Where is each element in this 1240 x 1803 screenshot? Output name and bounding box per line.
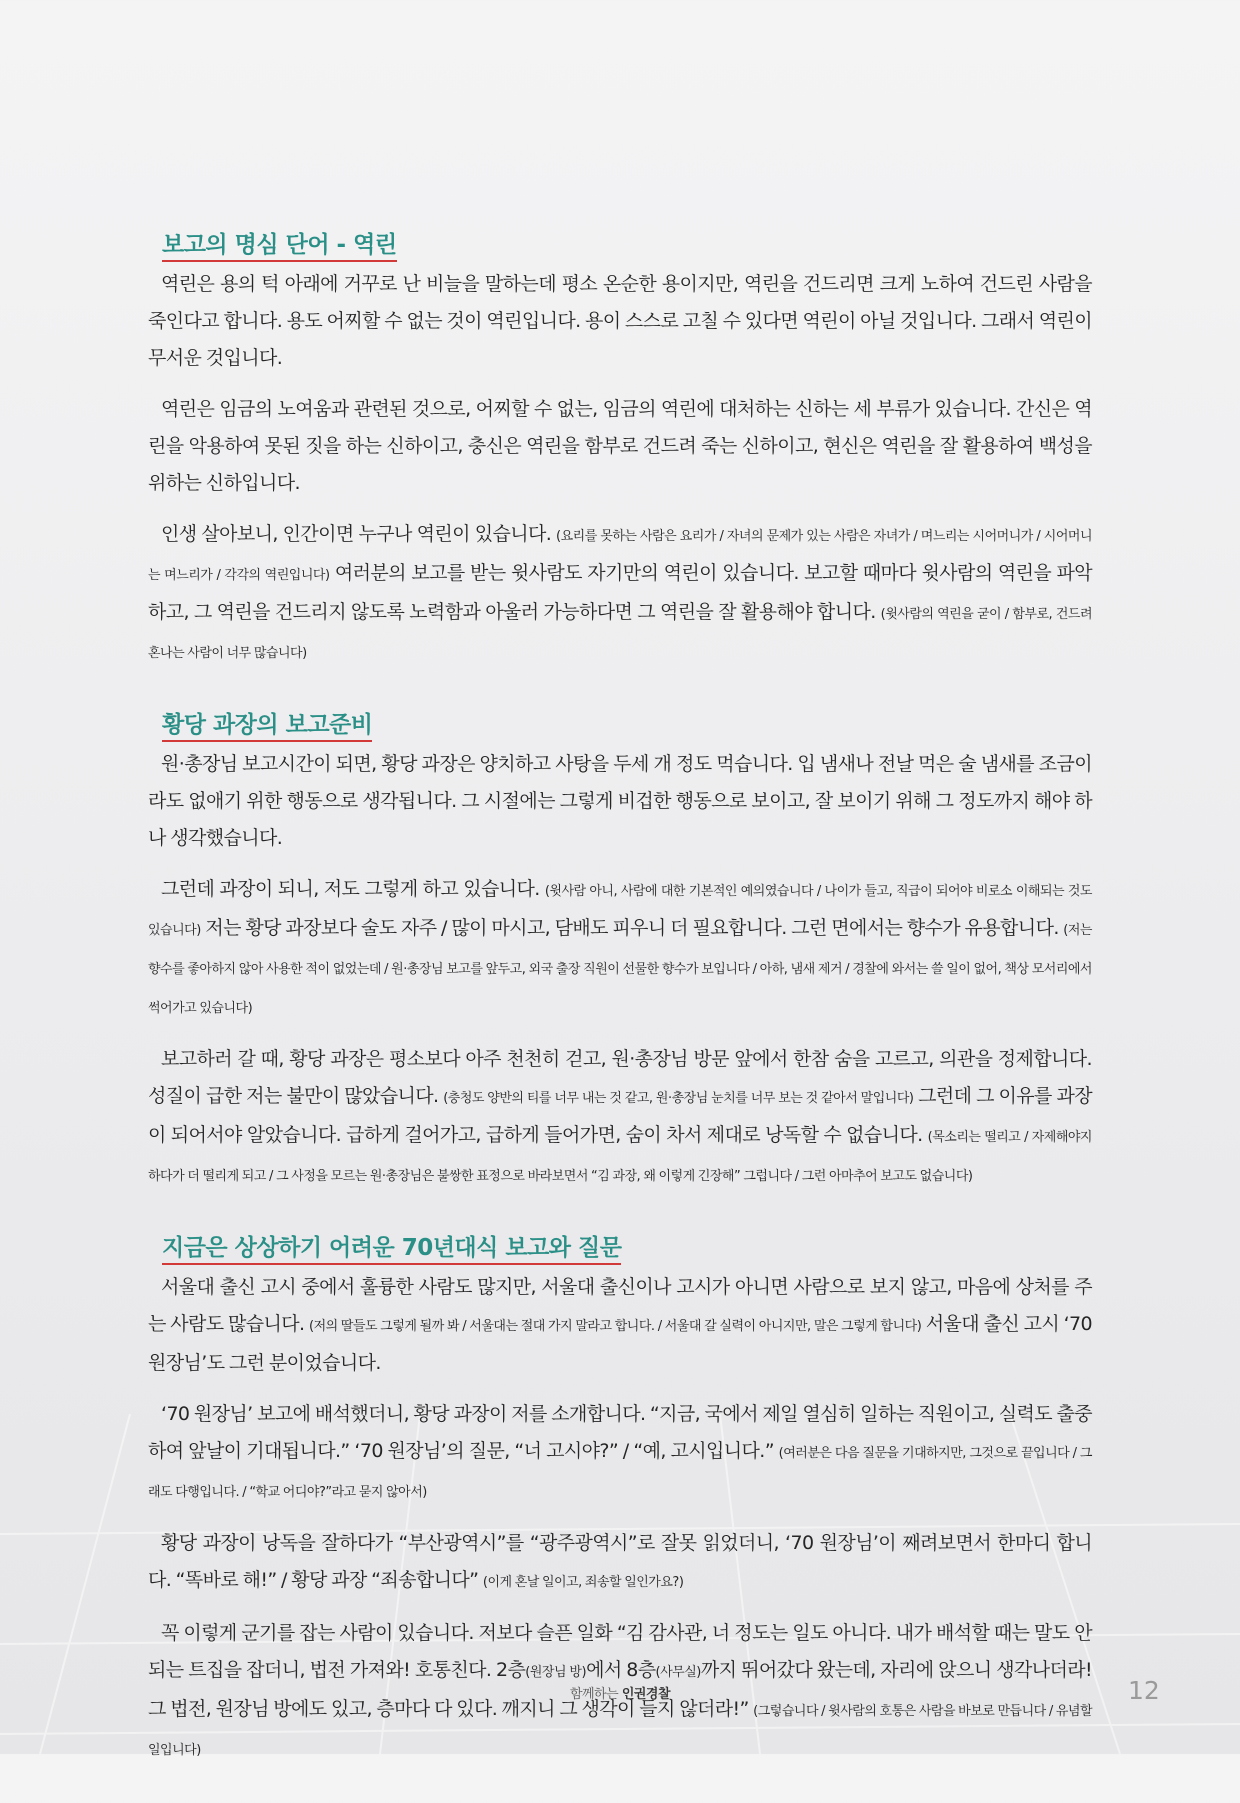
paragraph-text: 에서 8층 [586, 1659, 656, 1681]
paragraph-aside: (이게 혼날 일이고, 죄송할 일인가요?) [482, 1575, 684, 1590]
paragraph-aside: (여러분은 다음 질문을 기대하지만, 그것으로 끝입니다 / 그래도 다행입니다. / “학교 어디야?”라고 묻지 않아서) [148, 1446, 1092, 1500]
paragraph-aside: (원장님 방) [525, 1665, 587, 1680]
paragraph-text: 인생 살아보니, 인간이면 누구나 역린이 있습니다. [161, 523, 557, 545]
paragraph-aside: (목소리는 떨리고 / 자제해야지 하다가 더 떨리게 되고 / 그 사정을 모르는 원·총장님은 불쌍한 표정으로 바라보면서 “김 과장, 왜 이렇게 긴장해” 그럽니다 / 그런 아마추어 보고도 없습니다) [148, 1130, 1092, 1184]
paragraph [148, 1396, 1092, 1511]
paragraph [148, 1525, 1092, 1601]
paragraph [148, 391, 1092, 502]
footer-prefix: 함께하는 [569, 1687, 619, 1702]
paragraph-text: 원·총장님 보고시간이 되면, 황당 과장은 양치하고 사탕을 두세 개 정도 먹습니다. 입 냄새나 전날 먹은 술 냄새를 조금이라도 없애기 위한 행동으로 생각됩니다. 그 시절에는 그렇게 비겁한 행동으로 보이고, 잘 보이기 위해 그 정도까지 해야 하나 생각했습니다. [148, 753, 1092, 849]
paragraph-text: 꼭 이렇게 군기를 잡는 사람이 있습니다. 저보다 슬픈 일화 “김 감사관, 너 정도는 일도 아니다. 내가 배석할 때는 말도 안 되는 트집을 잡더니, 법전 가져와! 호통친다. 2층 [148, 1622, 1092, 1681]
document-body [148, 226, 1092, 1803]
paragraph-text: 까지 뛰어갔다 왔는데, 자리에 앉으니 생각나더라! 그 법전, 원장님 방에도 있고, 층마다 다 있다. 깨지니 그 생각이 들지 않더라!” [148, 1659, 1092, 1720]
paragraph-aside: (저의 딸들도 그렇게 될까 봐 / 서울대는 절대 가지 말라고 합니다. / 서울대 갈 실력이 아니지만, 말은 그렇게 합니다) [309, 1319, 922, 1334]
paragraph-aside: (윗사람의 역린을 굳이 / 함부로, 건드려 혼나는 사람이 너무 많습니다) [148, 607, 1092, 661]
paragraph-aside: (윗사람 아니, 사람에 대한 기본적인 예의였습니다 / 나이가 들고, 직급이 되어야 비로소 이해되는 것도 있습니다) [148, 884, 1092, 938]
paragraph-text: 그런데 과장이 되니, 저도 그렇게 하고 있습니다. [161, 878, 545, 900]
paragraph-aside: (사무실) [655, 1665, 701, 1680]
section-heading: 황당 과장의 보고준비 [162, 706, 372, 742]
page-number: 12 [1128, 1676, 1160, 1705]
footer-brand-name: 인권경찰 [621, 1687, 671, 1702]
paragraph-text: 보고하러 갈 때, 황당 과장은 평소보다 아주 천천히 걷고, 원·총장님 방문 앞에서 한참 숨을 고르고, 의관을 정제합니다. 성질이 급한 저는 불만이 많았습니다. [148, 1048, 1092, 1107]
paragraph-text: 역린은 임금의 노여움과 관련된 것으로, 어찌할 수 없는, 임금의 역린에 대처하는 신하는 세 부류가 있습니다. 간신은 역린을 악용하여 못된 짓을 하는 신하이고, 충신은 역린을 함부로 건드려 죽는 신하이고, 현신은 역린을 잘 활용하여 백성을 위하는 신하입니다. [148, 398, 1092, 494]
paragraph-aside: (저는 향수를 좋아하지 않아 사용한 적이 없었는데 / 원·총장님 보고를 앞두고, 외국 출장 직원이 선물한 향수가 보입니다 / 아하, 냄새 제거 / 경찰에 와서는 쓸 일이 없어, 책상 모서리에서 썩어가고 있습니다) [148, 923, 1092, 1016]
paragraph [148, 1041, 1092, 1195]
section-heading: 보고의 명심 단어 - 역린 [162, 226, 397, 262]
paragraph [148, 1269, 1092, 1382]
paragraph-text: ‘70 원장님’ 보고에 배석했더니, 황당 과장이 저를 소개합니다. “지금, 국에서 제일 열심히 일하는 직원이고, 실력도 출중하여 앞날이 기대됩니다.” ‘70 원장님’의 질문, “너 고시야?” / “예, 고시입니다.” [148, 1403, 1092, 1462]
paragraph-text: 서울대 출신 고시 중에서 훌륭한 사람도 많지만, 서울대 출신이나 고시가 아니면 사람으로 보지 않고, 마음에 상처를 주는 사람도 많습니다. [148, 1276, 1092, 1335]
paragraph-text: 황당 과장이 낭독을 잘하다가 “부산광역시”를 “광주광역시”로 잘못 읽었더니, ‘70 원장님’이 째려보면서 한마디 합니다. “똑바로 해!” / 황당 과장 “죄송합니다” [148, 1532, 1092, 1591]
section-1 [148, 226, 1092, 672]
paragraph [148, 746, 1092, 857]
paragraph-text: 역린은 용의 턱 아래에 거꾸로 난 비늘을 말하는데 평소 온순한 용이지만, 역린을 건드리면 크게 노하여 건드린 사람을 죽인다고 합니다. 용도 어찌할 수 없는 것이 역린입니다. 용이 스스로 고칠 수 있다면 역린이 아닐 것입니다. 그래서 역린이 무서운 것입니다. [148, 273, 1092, 369]
section-2 [148, 706, 1092, 1195]
paragraph-text: 여러분의 보고를 받는 윗사람도 자기만의 역린이 있습니다. 보고할 때마다 윗사람의 역린을 파악하고, 그 역린을 건드리지 않도록 노력함과 아울러 가능하다면 그 역린을 잘 활용해야 합니다. [148, 562, 1092, 623]
paragraph-aside: (충청도 양반의 티를 너무 내는 것 같고, 원·총장님 눈치를 너무 보는 것 같아서 말입니다) [443, 1091, 914, 1106]
paragraph-text: 서울대 출신 고시 ‘70 원장님’도 그런 분이었습니다. [148, 1313, 1093, 1374]
paragraph [148, 516, 1092, 672]
paragraph [148, 266, 1092, 377]
paragraph-text: 저는 황당 과장보다 술도 자주 / 많이 마시고, 담배도 피우니 더 필요합니다. 그런 면에서는 향수가 유용합니다. [200, 917, 1064, 939]
footer-brand [0, 1683, 1240, 1702]
section-heading: 지금은 상상하기 어려운 70년대식 보고와 질문 [162, 1229, 621, 1265]
paragraph-aside: (요리를 못하는 사람은 요리가 / 자녀의 문제가 있는 사람은 자녀가 / 며느리는 시어머니가 / 시어머니는 며느리가 / 각각의 역린입니다) [148, 529, 1093, 583]
paragraph-aside: (그렇습니다 / 윗사람의 호통은 사람을 바보로 만듭니다 / 유념할 일입니다) [148, 1704, 1093, 1758]
paragraph-text: 그런데 그 이유를 과장이 되어서야 알았습니다. 급하게 걸어가고, 급하게 들어가면, 숨이 차서 제대로 낭독할 수 없습니다. [148, 1085, 1093, 1146]
paragraph [148, 871, 1092, 1027]
